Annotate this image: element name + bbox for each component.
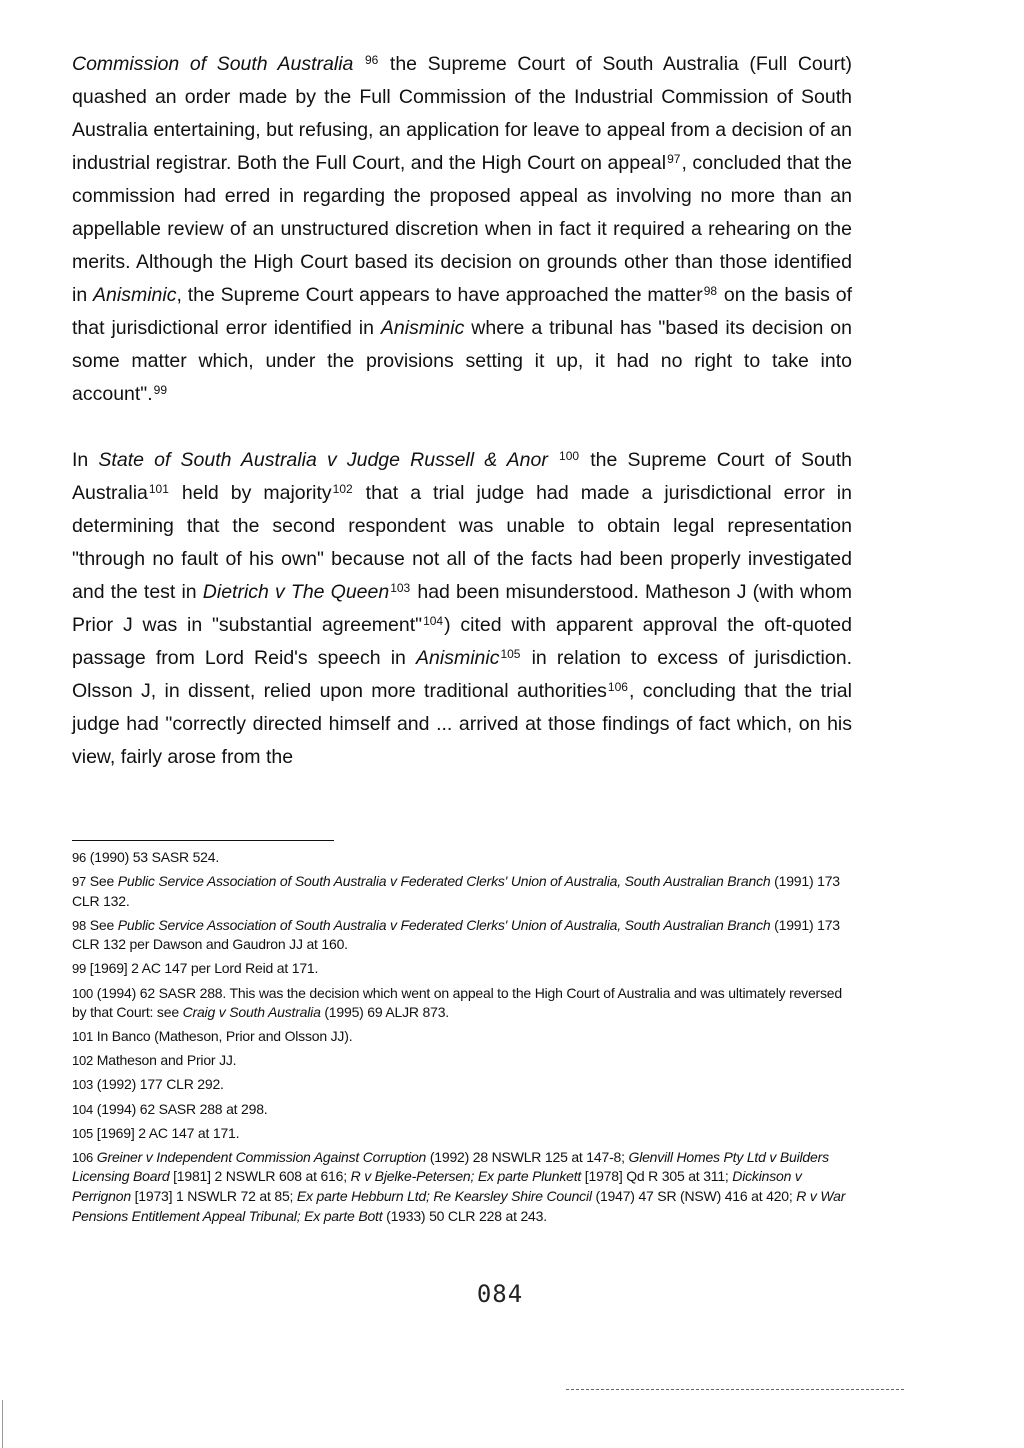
text-run: in relation to excess of jurisdiction. Olsson J, in dissent, relied upon more traditional authorities [72, 647, 852, 702]
case-name: Ex parte Hebburn Ltd; Re Kearsley Shire Council [296, 1187, 592, 1204]
footnote-item [72, 959, 852, 979]
footnote-reference: 104 [423, 614, 444, 628]
footnote-number: 102 [72, 1053, 94, 1069]
case-name: Commission of South Australia [72, 53, 354, 75]
case-name: Anisminic [380, 317, 465, 339]
case-name: Anisminic [93, 284, 177, 306]
text-run: (1994) 62 SASR 288 at 298. [96, 1100, 268, 1117]
case-name: Public Service Association of South Australia v Federated Clerks' Union of Australia, South Australian Branch [117, 916, 771, 933]
footnote-reference: 98 [703, 284, 718, 298]
text-run: , the Supreme Court appears to have approached the matter [176, 284, 703, 306]
text-run: See [89, 916, 118, 933]
footnote-item [72, 916, 852, 955]
text-run: (1994) 62 SASR 288. This was the decision which went on appeal to the High Court of Australia and was ultimately reversed by that Court: see [72, 984, 842, 1021]
case-name: Dickinson v Perrignon [72, 1168, 802, 1204]
text-run: held by majority [169, 482, 332, 504]
footnote-number: 98 [72, 917, 87, 933]
footnote-reference: 99 [153, 383, 167, 397]
footnote-item [72, 1148, 852, 1226]
text-run: had been misunderstood. Matheson J (with whom Prior J was in "substantial agreement" [72, 581, 852, 636]
text-run: (1991) 173 CLR 132. [72, 873, 840, 909]
text-run: [1981] 2 NSWLR 608 at 616; [169, 1168, 351, 1185]
footnote-item [72, 872, 852, 911]
text-run: (1992) 28 NSWLR 125 at 147-8; [426, 1148, 629, 1165]
text-run: (1995) 69 ALJR 873. [320, 1004, 449, 1021]
footnote-item [72, 1027, 852, 1047]
case-name: Glenvill Homes Pty Ltd v Builders Licensing Board [72, 1148, 829, 1185]
footnote-reference: 100 [559, 449, 580, 463]
text-run: (1990) 53 SASR 524. [89, 849, 220, 865]
text-run: In Banco (Matheson, Prior and Olsson JJ). [96, 1028, 353, 1045]
footnote-number: 97 [72, 874, 87, 890]
text-run: (1991) 173 CLR 132 per Dawson and Gaudron JJ at 160. [72, 916, 840, 953]
footnote-item [72, 1075, 852, 1095]
case-name: R v Bjelke-Petersen; Ex parte Plunkett [350, 1168, 582, 1185]
footnote-item [72, 984, 852, 1023]
text-run: the Supreme Court of South Australia (Full Court) quashed an order made by the Full Commission of the Industrial Commission of South Australia entertaining, but refusing, an application for leave to appeal from a decision of an industrial registrar. Both the Full Court, and the High Court on appeal [72, 53, 853, 174]
text-run: that a trial judge had made a jurisdictional error in determining that the second respondent was unable to obtain legal representation "through no fault of his own" because not all of the facts had been properly investigated and the test in [72, 482, 852, 603]
footnote-number: 101 [72, 1029, 94, 1045]
scan-artifact-edge [2, 1400, 3, 1448]
text-run: , concluded that the commission had erred in regarding the proposed appeal as involving no more than an appellable review of an unstructured discretion when in fact it required a rehearing on the merits. Although the High Court based its decision on grounds other than those identified in [72, 152, 852, 306]
footnote-separator [72, 840, 334, 841]
text-run: (1947) 47 SR (NSW) 416 at 420; [591, 1187, 797, 1204]
case-name: Craig v South Australia [182, 1004, 321, 1021]
footnote-number: 99 [72, 961, 87, 977]
footnote-reference: 105 [500, 647, 521, 661]
footnote-number: 96 [72, 850, 87, 865]
case-name: State of South Australia v Judge Russell & Anor [98, 449, 548, 471]
footnote-item [72, 1124, 852, 1144]
footnote-item [72, 848, 852, 868]
text-run: the Supreme Court of South Australia [72, 449, 853, 504]
text-run: , concluding that the trial judge had "correctly directed himself and ... arrived at those findings of fact which, on his view, fairly arose from the [72, 680, 852, 768]
text-run: [1978] Qd R 305 at 311; [581, 1168, 733, 1185]
text-run [548, 449, 558, 471]
footnote-number: 100 [72, 985, 94, 1001]
scan-artifact-line [566, 1389, 904, 1390]
case-name: Public Service Association of South Australia v Federated Clerks' Union of Australia, South Australian Branch [117, 873, 771, 890]
paragraph-1 [72, 48, 852, 411]
footnote-reference: 102 [332, 482, 353, 496]
text-run: [1969] 2 AC 147 at 171. [96, 1124, 240, 1141]
footnote-number: 104 [72, 1101, 94, 1117]
case-name: Dietrich v The Queen [202, 581, 390, 603]
footnote-number: 105 [72, 1125, 94, 1141]
footnote-reference: 96 [364, 53, 379, 67]
case-name: Greiner v Independent Commission Against Corruption [96, 1148, 427, 1165]
text-run [353, 53, 364, 75]
footnote-reference: 101 [148, 482, 169, 496]
text-run: ) cited with apparent approval the oft-quoted passage from Lord Reid's speech in [72, 614, 852, 669]
footnote-item [72, 1100, 852, 1120]
page-number: 084 [476, 1280, 524, 1308]
text-run: Matheson and Prior JJ. [96, 1052, 237, 1069]
body-text [72, 48, 852, 774]
case-name: Anisminic [416, 647, 500, 669]
text-run: In [72, 449, 99, 471]
footnote-number: 103 [72, 1077, 94, 1093]
text-run: See [89, 873, 118, 890]
paragraph-2 [72, 444, 852, 774]
text-run: (1933) 50 CLR 228 at 243. [382, 1207, 547, 1224]
footnote-item [72, 1051, 852, 1071]
text-run: (1992) 177 CLR 292. [96, 1076, 224, 1093]
footnote-reference: 106 [607, 680, 628, 694]
footnotes [72, 848, 852, 1231]
footnote-reference: 97 [667, 152, 681, 166]
case-name: R v War Pensions Entitlement Appeal Tribunal; Ex parte Bott [72, 1187, 846, 1224]
text-run: where a tribunal has "based its decision on some matter which, under the provisions setting it up, it had no right to take into account". [72, 317, 852, 405]
text-run: [1973] 1 NSWLR 72 at 85; [130, 1187, 297, 1204]
footnote-number: 106 [72, 1149, 94, 1165]
footnote-reference: 103 [390, 581, 411, 595]
text-run: on the basis of that jurisdictional error identified in [72, 284, 852, 339]
text-run: [1969] 2 AC 147 per Lord Reid at 171. [89, 960, 319, 977]
